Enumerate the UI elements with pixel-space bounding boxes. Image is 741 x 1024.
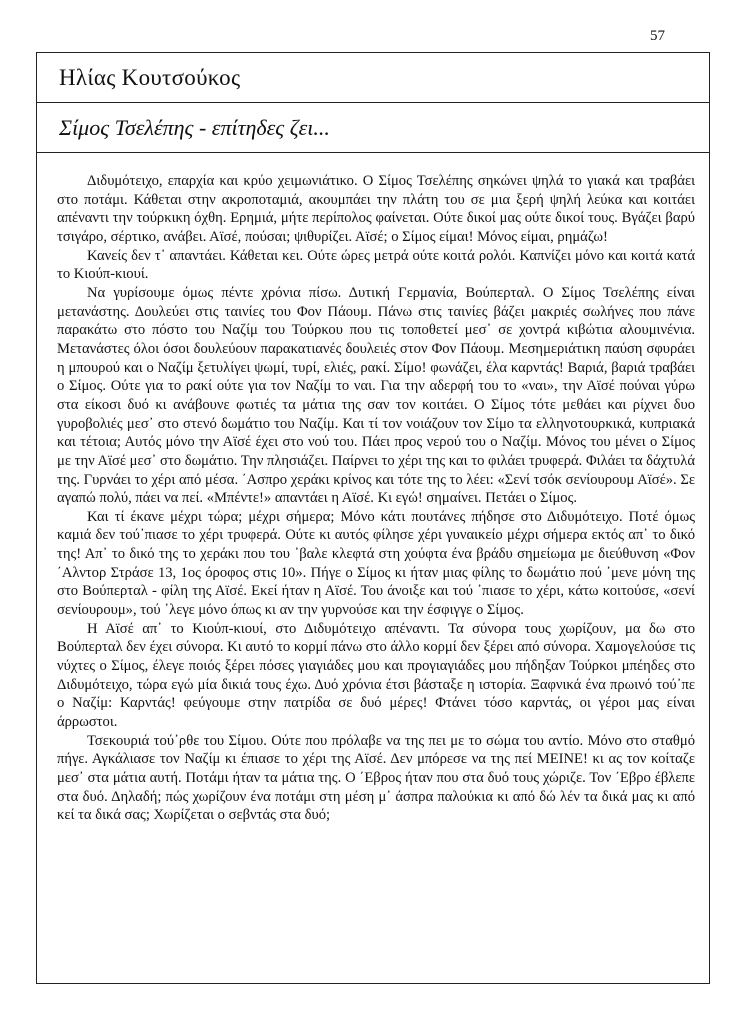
paragraph: Διδυμότειχο, επαρχία και κρύο χειμωνιάτικο. Ο Σίμος Τσελέπης σηκώνει ψηλά το γιακά και τραβάει στο ποτάμι. Κάθεται στην ακροποταμιά, ακουμπάει την πλάτη του σε μια ξερή ψηλή λεύκα και κοιτάει απέναντι την τούρκικη όχθη. Ερημιά, μήτε περίπολος φαίνεται. Ούτε δικοί μας ούτε δικοί τους. Βγάζει βαρύ τσιγάρο, σέρτικο, ανάβει. Αϊσέ, πούσαι; ψιθυρίζει. Αϊσέ; ο Σίμος είμαι! Μόνος είμαι, ρημάζω! (57, 173, 695, 245)
paragraph: Κανείς δεν τ᾽ απαντάει. Κάθεται κει. Ούτε ώρες μετρά ούτε κοιτά ρολόι. Καπνίζει μόνο και κοιτά κατά το Κιούπ-κιουί. (57, 247, 695, 283)
title-header (37, 103, 709, 153)
story-title: Σίμος Τσελέπης - επίτηδες ζει... (59, 114, 330, 140)
page-number: 57 (650, 28, 665, 44)
author-header (37, 53, 709, 103)
paragraph: Να γυρίσουμε όμως πέντε χρόνια πίσω. Δυτική Γερμανία, Βούπερταλ. Ο Σίμος Τσελέπης είναι μετανάστης. Δουλεύει στις ταινίες του Φον Πάουμ. Πάνω στις ταινίες βάζει μακριές σωλήνες που πάνε παρακάτω στο πόστο του Ναζίμ του Τούρκου που τις τοποθετεί μεσ᾽ σε χοντρά κιβώτια αλουμινένια. Μετανάστες όλοι όσοι δουλεύουν παρακατιανές δουλειές στον Φον Πάουμ. Μεσημεριάτικη παύση σφυράει η μπουρού και ο Ναζίμ ξετυλίγει ψωμί, τυρί, ελιές, ρακί. Σίμο! φωνάζει, έλα καρντάς! Βαριά, βαριά τραβάει ο Σίμος. Ούτε για το ρακί ούτε για τον Ναζίμ το ναι. Για την αδερφή του το «ναι», την Αϊσέ πούναι γύρω στα είκοσι δυό κι ανάβουνε φωτιές τα μάτια της σαν τον κοιτάει. Ο Σίμος τότε μεθάει και ρίχνει δυο γυροβολιές μεσ᾽ στο στενό δωμάτιο του Ναζίμ. Και τί τον νοιάζουν τον Σίμο τα ελληνοτουρκικά, κυπριακά και τέτοια; Αυτός μόνο την Αϊσέ έχει στο νού του. Πάει προς νερού του ο Ναζίμ. Μόνος του μένει ο Σίμος με την Αϊσέ μεσ᾽ στο δωμάτιο. Την πλησιάζει. Παίρνει το χέρι της και το φιλάει τρυφερά. Φιλάει τα δάχτυλά της. Γυρνάει το χέρι από μέσα. ΄Ασπρο χεράκι κρίνος και τότε της το λέει: «Σενί τσόκ σενίουρουμ Αϊσέ». Σε αγαπώ πολύ, πάει να πεί. «Μπέντε!» απαντάει η Αϊσέ. Κι εγώ! σημαίνει. Πετάει ο Σίμος. (57, 284, 695, 507)
paragraph: Η Αϊσέ απ᾽ το Κιούπ-κιουί, στο Διδυμότειχο απέναντι. Τα σύνορα τους χωρίζουν, μα δω στο Βούπερταλ δεν έχει σύνορα. Κι αυτό το κορμί πάνω στο άλλο κορμί δεν ξέρει από σύνορα. Χαμογελούσε τις νύχτες ο Σίμος, έλεγε ποιός ξέρει πόσες γιαγιάδες μου και προγιαγιάδες μου πήδηξαν Τούρκοι μπέηδες στο Διδυμότειχο, τώρα εγώ μία δικιά τους έχω. Δυό χρόνια έτσι βάσταξε η ιστορία. Ξαφνικά ένα πρωινό τού᾽πε ο Ναζίμ: Καρντάς! φεύγουμε στην πατρίδα σε δυό μέρες! Φτάνει τόσο καρντάς, οι γέροι μας είναι άρρωστοι. (57, 620, 695, 731)
paragraph: Και τί έκανε μέχρι τώρα; μέχρι σήμερα; Μόνο κάτι πουτάνες πήδησε στο Διδυμότειχο. Ποτέ όμως καμιά δεν τού᾽πιασε το χέρι τρυφερά. Ούτε κι αυτός φίλησε χέρι γυναικείο μέχρι σήμερα εκτός απ᾽ το δικό της! Απ᾽ το δικό της το χεράκι που του ᾽βαλε κλεφτά στη χούφτα ένα βράδυ σημείωμα με διεύθυνση «Φον ΄Αλντορ Στράσε 13, 1ος όροφος στις 10». Πήγε ο Σίμος κι ήταν μιας φίλης το δωμάτιο πού ᾽μενε μόνη της στο Βούπερταλ - φίλη της Αϊσέ. Εκεί ήταν η Αϊσέ. Του άνοιξε και τού ᾽πιασε το χέρι, κάτω κοιτούσε, «σενί σενίουρουμ», τού ᾽λεγε μόνο όπως κι αν την γυρνούσε και την έσφιγγε ο Σίμος. (57, 508, 695, 619)
story-body (37, 153, 709, 825)
paragraph: Τσεκουριά τού᾽ρθε του Σίμου. Ούτε που πρόλαβε να της πει με το σώμα του αντίο. Μόνο στο σταθμό πήγε. Αγκάλιασε τον Ναζίμ κι έπιασε το χέρι της Αϊσέ. Δεν μπόρεσε να της πεί ΜΕΙΝΕ! κι ας τον κοίταζε μεσ᾽ στα μάτια αυτή. Ποτάμι ήταν τα μάτια της. Ο ΄Εβρος ήταν που στα δυό τους χώριζε. Τον ΄Εβρο έβλεπε στα δυό. Δηλαδή; πώς χωρίζουν ένα ποτάμι στη μέση μ᾽ άσπρα παλούκια κι από δώ λέν τα δικά μας κι από κεί τα δικά σας; Χωρίζεται ο σεβντάς στα δυό; (57, 732, 695, 824)
story-frame (36, 52, 710, 984)
author-name: Ηλίας Κουτσούκος (59, 64, 241, 90)
